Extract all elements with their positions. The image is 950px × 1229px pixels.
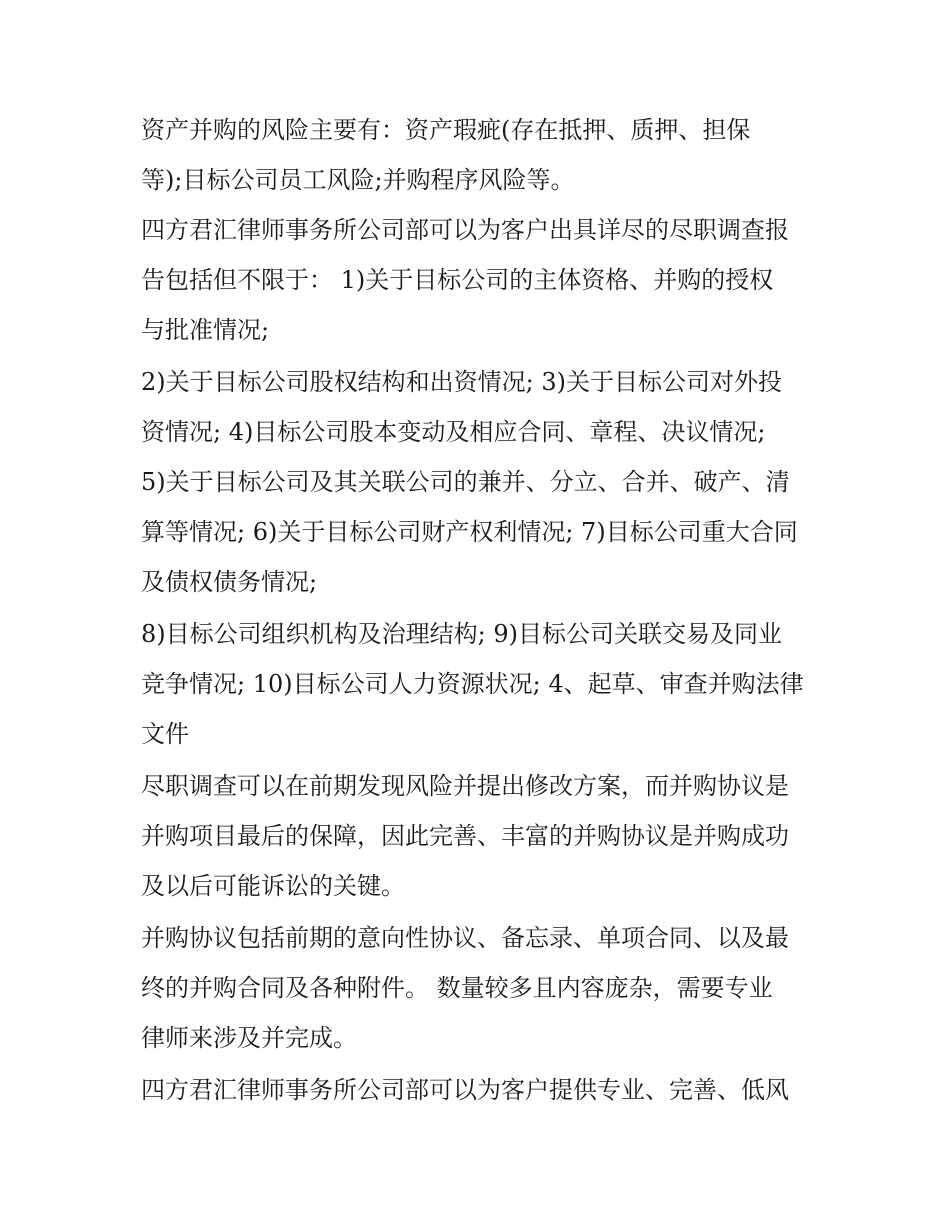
text-line: 尽职调查可以在前期发现风险并提出修改方案，而并购协议是	[141, 772, 789, 800]
text-line: 及债权债务情况;	[141, 568, 318, 596]
text-line: 四方君汇律师事务所公司部可以为客户出具详尽的尽职调查报	[141, 216, 789, 244]
text-line: 资产并购的风险主要有：资产瑕疵(存在抵押、质押、担保	[141, 116, 751, 144]
text-line: 四方君汇律师事务所公司部可以为客户提供专业、完善、低风	[141, 1076, 789, 1104]
text-line: 律师来涉及并完成。	[141, 1024, 357, 1052]
text-line: 并购协议包括前期的意向性协议、备忘录、单项合同、以及最	[141, 924, 789, 952]
text-line: 及以后可能诉讼的关键。	[141, 872, 405, 900]
text-line: 8)目标公司组织机构及治理结构; 9)目标公司关联交易及同业	[141, 620, 782, 648]
text-line: 文件	[141, 720, 189, 748]
text-line: 终的并购合同及各种附件。 数量较多且内容庞杂，需要专业	[141, 974, 773, 1002]
text-line: 5)关于目标公司及其关联公司的兼并、分立、合并、破产、清	[141, 468, 790, 496]
text-line: 资情况; 4)目标公司股本变动及相应合同、章程、决议情况;	[141, 418, 766, 446]
text-line: 2)关于目标公司股权结构和出资情况; 3)关于目标公司对外投	[141, 368, 782, 396]
text-line: 告包括但不限于： 1)关于目标公司的主体资格、并购的授权	[141, 266, 774, 294]
text-line: 并购项目最后的保障，因此完善、丰富的并购协议是并购成功	[141, 822, 789, 850]
text-line: 与批准情况;	[141, 316, 270, 344]
text-line: 算等情况; 6)关于目标公司财产权利情况; 7)目标公司重大合同	[141, 518, 798, 546]
text-line: 等);目标公司员工风险;并购程序风险等。	[141, 166, 575, 194]
text-line: 竞争情况; 10)目标公司人力资源状况; 4、起草、审查并购法律	[141, 670, 804, 698]
